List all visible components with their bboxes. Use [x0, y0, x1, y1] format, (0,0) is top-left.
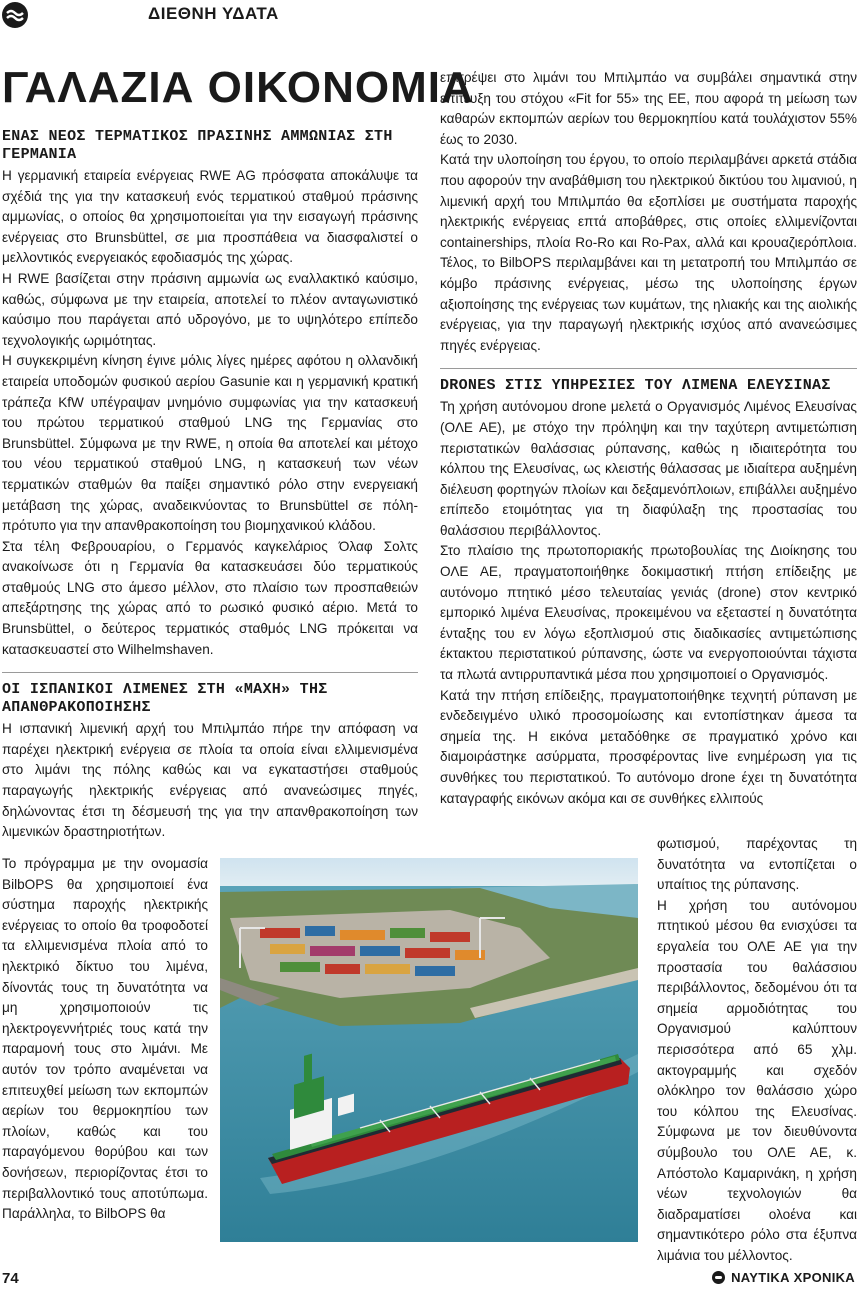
page-number: 74: [2, 1270, 19, 1287]
wave-icon: [2, 2, 28, 28]
article-paragraph: Κατά την υλοποίηση του έργου, το οποίο περιλαμβάνει αρκετά στάδια που αφορούν την αναβάθμιση του ηλεκτρικού δικτύου του λιμανιού, η λιμενική αρχή του Μπιλμπάο θα εξοπλίσει με συστήματα παροχής ηλεκτρικής ενέργειας επτά αποβάθρες, στις οποίες ελλιμενίζονται containerships, πλοία Ro-Ro και Ro-Pax, αλλά και κρουαζιερόπλοια. Τέλος, το BilbOPS περιλαμβάνει και τη μετατροπή του Μπιλμπάο σε κόμβο πράσινης ενέργειας, μέσω της υλοποίησης έργων αξιοποίησης της ενέργειας των κυμάτων, της ηλιακής και της αιολικής ενέργειας, για την παραγωγή ηλεκτρικής ισχύος από ανανεώσιμες πηγές ενέργειας.: [440, 152, 857, 353]
harbor-photo: [220, 858, 638, 1242]
left-wrap-column: [2, 854, 208, 1225]
article-heading-germany: ΕΝΑΣ ΝΕΟΣ ΤΕΡΜΑΤΙΚΟΣ ΠΡΑΣΙΝΗΣ ΑΜΜΩΝΙΑΣ ΣΤΗ ΓΕΡΜΑΝΙΑ: [2, 128, 393, 163]
brand-name: ΝΑΥΤΙΚΑ ΧΡΟΝΙΚΑ: [731, 1270, 855, 1285]
article-paragraph: Κατά την πτήση επίδειξης, πραγματοποιήθηκε τεχνητή ρύπανση με ενδεδειγμένο υλικό προσομοίωσης και εντοπίστηκαν άμεσα τα σημεία της. Η εικόνα μεταδόθηκε σε πραγματικό χρόνο και διαμοιράστηκε ασύρματα, προσφέροντας live ενημέρωση για τις συνθήκες του περιστατικού. Το αυτόνομο drone έχει τη δυνατότητα καταγραφής εικόνων ακόμα και σε συνθήκες ελλιπούς: [440, 687, 857, 806]
article-paragraph: Στα τέλη Φεβρουαρίου, ο Γερμανός καγκελάριος Όλαφ Σολτς ανακοίνωσε ότι η Γερμανία θα κατασκευάσει δύο τερματικούς σταθμούς LNG στο άμεσο μέλλον, στο πλαίσιο των προσπαθειών απεξάρτησης της χώρας από το ρωσικό φυσικό αέριο. Μετά το Brunsbüttel, ο δεύτερος τερματικός σταθμός LNG πρόκειται να κατασκευαστεί στο Wilhelmshaven.: [2, 538, 418, 657]
article-paragraph: Η ισπανική λιμενική αρχή του Μπιλμπάο πήρε την απόφαση να παρέχει ηλεκτρική ενέργεια σε πλοία τα οποία είναι ελλιμενισμένα στο λιμάνι της πόλης καθώς και να εγκαταστήσει σταθμούς παραγωγής ηλεκτρικής ενέργειας από ανανεώσιμες πηγές, δηλώνοντας έτσι τη δέσμευσή της για την απανθρακοποίηση των λιμενικών δραστηριοτήτων.: [2, 721, 418, 840]
article-paragraph: Στο πλαίσιο της πρωτοποριακής πρωτοβουλίας της Διοίκησης του ΟΛΕ ΑΕ, πραγματοποιήθηκε δοκιμαστική πτήση επίδειξης με αυτόνομο πτητικό μέσο τελευταίας γενιάς (drone) στον κεντρικό εμπορικό λιμένα Ελευσίνας, προκειμένου να εξεταστεί η δυνατότητα ένταξης του εν λόγω εξοπλισμού στις διαδικασίες αντιμετώπισης έκτακτου περιστατικού ρύπανσης, ώστε να ενεργοποιούνται τάχιστα τα πλωτά αντιρρυπαντικά μέσα που χρησιμοποιεί ο Οργανισμός.: [440, 543, 857, 683]
divider: [2, 672, 418, 673]
article-paragraph: Τη χρήση αυτόνομου drone μελετά ο Οργανισμός Λιμένος Ελευσίνας (ΟΛΕ ΑΕ), με στόχο την πρόληψη και την ταχύτερη αντιμετώπιση περιστατικών θαλάσσιας ρύπανσης, καθώς η ιδιαιτερότητα του κόλπου της Ελευσίνας, ως κλειστής θάλασσας με ιδιαίτερα αυξημένη διέλευση φορτηγών πλοίων και δεξαμενόπλοιων, επιβάλλει αυξημένο επίπεδο ετοιμότητας για τη διαφύλαξη της προστασίας του θαλάσσιου περιβάλλοντος.: [440, 399, 857, 538]
article-paragraph: Η χρήση του αυτόνομου πτητικού μέσου θα ενισχύσει τα εργαλεία του ΟΛΕ ΑΕ για την προστασία του θαλάσσιου περιβάλλοντος, δεδομένου ότι τα σημεία αρμοδιότητας του Οργανισμού καλύπτουν περισσότερα από 65 χλμ. ακτογραμμής και σχεδόν ολόκληρο τον θαλάσσιο χώρο του κόλπου της Ελευσίνας. Σύμφωνα με τον διευθύνοντα σύμβουλο του ΟΛΕ ΑΕ, κ. Απόστολο Καμαρινάκη, η χρήση νέων τεχνολογιών θα διαδραματίσει ολοένα και σημαντικότερο ρόλο στα έξυπνα λιμάνια του μέλλοντος.: [657, 897, 857, 1263]
article-paragraph: φωτισμού, παρέχοντας τη δυνατότητα να εντοπίζεται ο υπαίτιος της ρύπανσης.: [657, 836, 857, 893]
article-paragraph: Η RWE βασίζεται στην πράσινη αμμωνία ως εναλλακτικό καύσιμο, καθώς, σύμφωνα με την εταιρεία, αποτελεί το πλέον ανταγωνιστικό καύσιμο που παράγεται από υδρογόνο, με το υψηλότερο επίπεδο τεχνολογικής ωριμότητας.: [2, 270, 418, 348]
right-column: [440, 68, 857, 809]
article-heading-drones: DRONES ΣΤΙΣ ΥΠΗΡΕΣΙΕΣ ΤΟΥ ΛΙΜΕΝΑ ΕΛΕΥΣΙΝΑΣ: [440, 377, 831, 395]
brand-logo-icon: [712, 1271, 725, 1284]
left-column: [2, 128, 418, 843]
article-heading-spain: ΟΙ ΙΣΠΑΝΙΚΟΙ ΛΙΜΕΝΕΣ ΣΤΗ «ΜΑΧΗ» ΤΗΣ ΑΠΑΝΘΡΑΚΟΠΟΙΗΣΗΣ: [2, 681, 328, 717]
divider: [440, 368, 857, 369]
page-title: ΓΑΛΑΖΙΑ ΟΙΚΟΝΟΜΙΑ: [2, 63, 474, 112]
right-wrap-column: [657, 834, 857, 1266]
article-paragraph: επιτρέψει στο λιμάνι του Μπιλμπάο να συμβάλει σημαντικά στην επίτευξη του στόχου «Fit for 55» της ΕΕ, που αφορά τη μείωση των καθαρών εκπομπών αερίων του θερμοκηπίου κατά τουλάχιστον 55% έως το 2030.: [440, 70, 857, 147]
article-paragraph: Η γερμανική εταιρεία ενέργειας RWE AG πρόσφατα αποκάλυψε τα σχέδιά της για την κατασκευή ενός τερματικού σταθμού πράσινης αμμωνίας, ο οποίος θα χρησιμοποιείται για την εισαγωγή πράσινης ενέργειας στο Brunsbüttel, σε μια προσπάθεια να διασφαλιστεί ο μελλοντικός ενεργειακός εφοδιασμός της χώρας.: [2, 168, 418, 266]
article-paragraph: Η συγκεκριμένη κίνηση έγινε μόλις λίγες ημέρες αφότου η ολλανδική εταιρεία υποδομών φυσικού αερίου Gasunie και η γερμανική κρατική τράπεζα KfW υπέγραψαν μνημόνιο συμφωνίας για την κατασκευή του πρώτου τερματικού σταθμού LNG της Γερμανίας στο Brunsbüttel. Σύμφωνα με την RWE, η οποία θα αποτελεί και μέτοχο του νέου τερματικού σταθμού LNG, η κατασκευή των νέων τερματικών σταθμών θα παίξει σημαντικό ρόλο στην ενεργειακή μετάβαση της χώρας, αναδεικνύοντας το Brunsbüttel σε πόλη-πρότυπο για την απανθρακοποίηση του βιομηχανικού κλάδου.: [2, 353, 418, 534]
footer-brand: [712, 1270, 855, 1285]
article-paragraph: Το πρόγραμμα με την ονομασία BilbOPS θα χρησιμοποιεί ένα σύστημα παροχής ηλεκτρικής ενέργειας το οποίο θα τροφοδοτεί τα ελλιμενισμένα πλοία από το ηλεκτρικό δίκτυο του λιμένα, δίνοντάς τους τη δυνατότητα να μη χρησιμοποιούν τις ηλεκτρογεννήτριές τους κατά την παραμονή τους στο λιμάνι. Με αυτόν τον τρόπο αναμένεται να επιτευχθεί μείωση των εκπομπών αερίων του θερμοκηπίου των πλοίων, καθώς και του παραγόμενου θορύβου και των δονήσεων, περιορίζοντας έτσι το περιβαλλοντικό τους αποτύπωμα. Παράλληλα, το BilbOPS θα: [2, 856, 208, 1222]
section-label: ΔΙΕΘΝΗ ΥΔΑΤΑ: [148, 4, 279, 23]
